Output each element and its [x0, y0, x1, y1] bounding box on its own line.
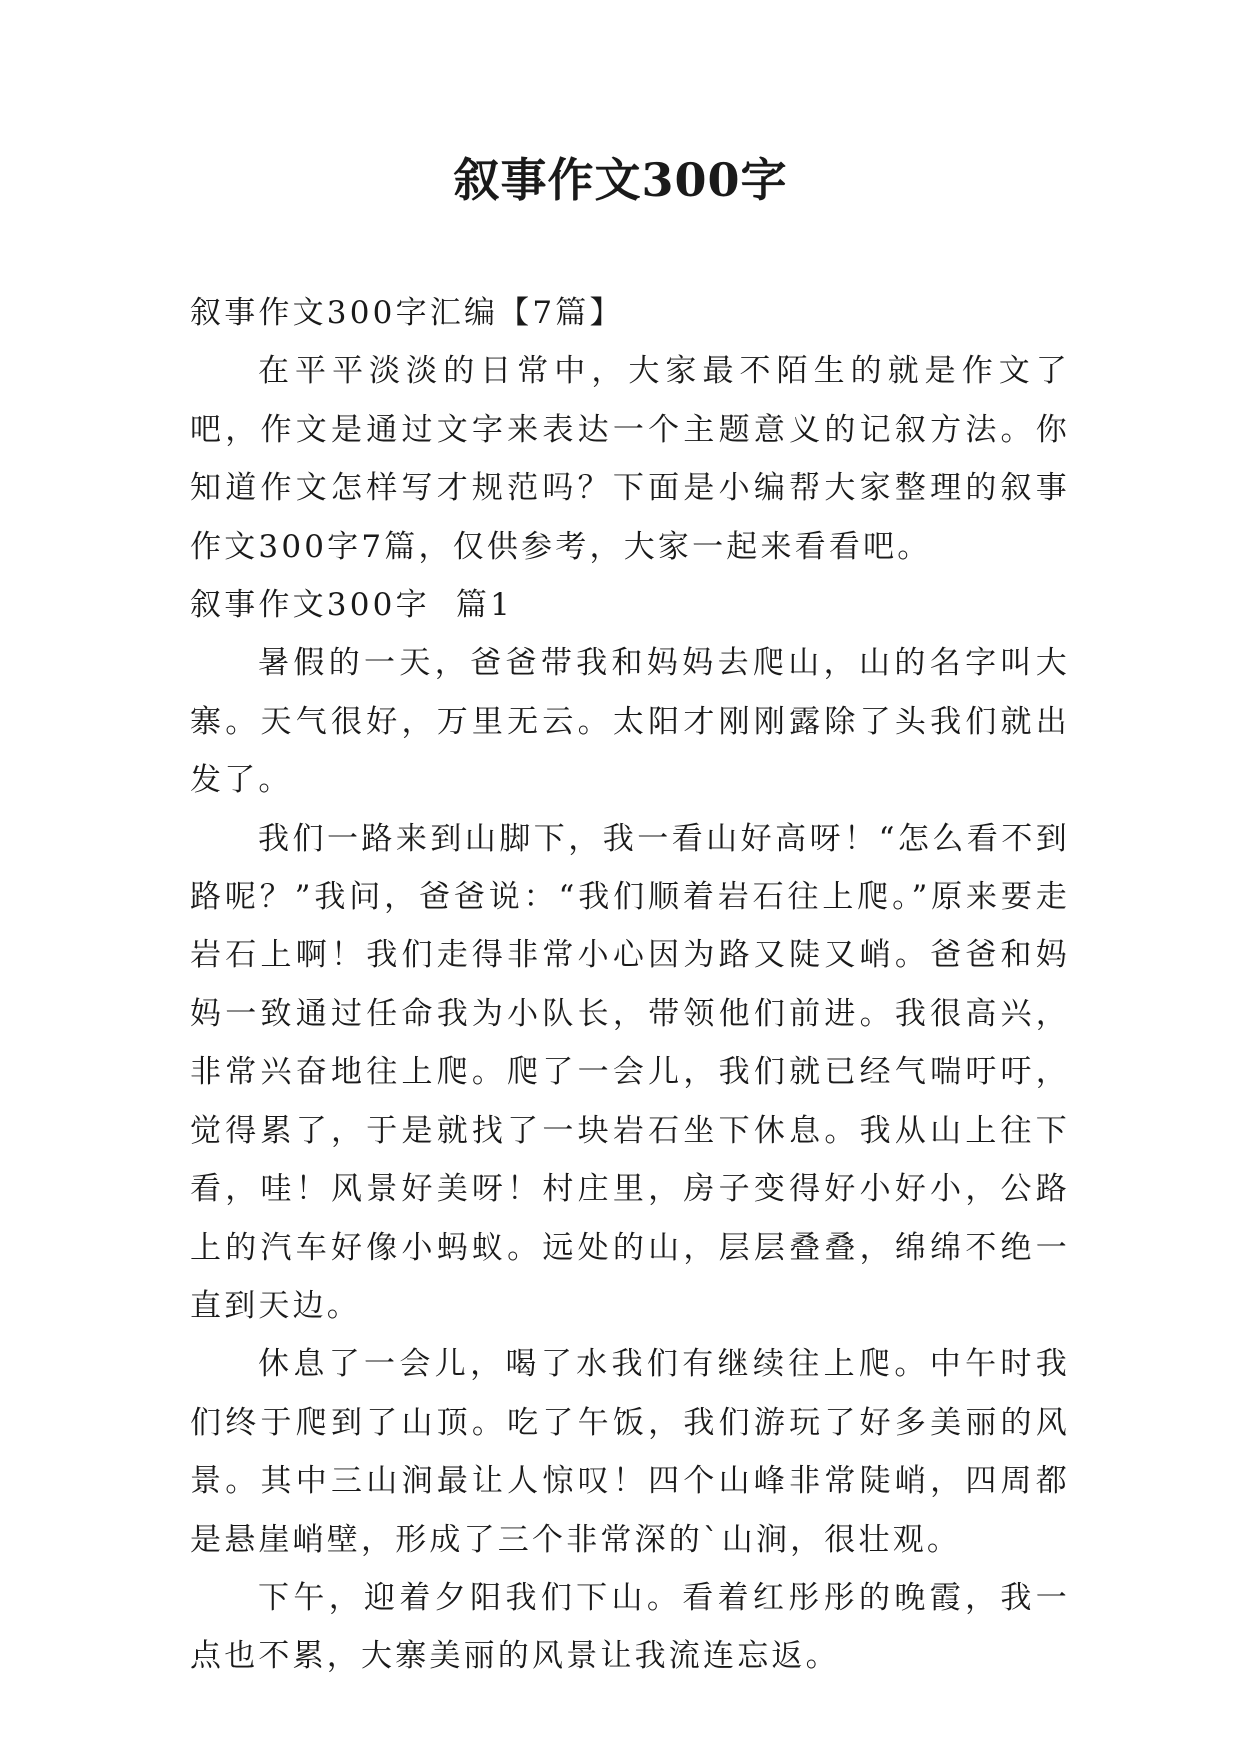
section-heading: 叙事作文300字 篇1: [190, 587, 513, 624]
document-title: 叙事作文300字: [453, 153, 788, 207]
body-paragraph-4: 下午，迎着夕阳我们下山。看着红彤彤的晚霞，我一点也不累，大寨美丽的风景让我流连忘返。: [190, 1579, 1070, 1675]
body-paragraph-2: 我们一路来到山脚下，我一看山好高呀！“怎么看不到路呢？”我问，爸爸说：“我们顺着岩石往上爬。”原来要走岩石上啊！我们走得非常小心因为路又陡又峭。爸爸和妈妈一致通过任命我为小队长，带领他们前进。我很高兴，非常兴奋地往上爬。爬了一会儿，我们就已经气喘吁吁，觉得累了，于是就找了一块岩石坐下休息。我从山上往下看，哇！风景好美呀！村庄里，房子变得好小好小，公路上的汽车好像小蚂蚁。远处的山，层层叠叠，绵绵不绝一直到天边。: [190, 820, 1070, 1324]
document-body: [190, 284, 1070, 1686]
document-subtitle: 叙事作文300字汇编【7篇】: [190, 295, 624, 331]
intro-paragraph: 在平平淡淡的日常中，大家最不陌生的就是作文了吧，作文是通过文字来表达一个主题意义的记叙方法。你知道作文怎样写才规范吗？下面是小编帮大家整理的叙事作文300字7篇，仅供参考，大家一起来看看吧。: [190, 353, 1070, 565]
body-paragraph-3: 休息了一会儿，喝了水我们有继续往上爬。中午时我们终于爬到了山顶。吃了午饭，我们游玩了好多美丽的风景。其中三山涧最让人惊叹！四个山峰非常陡峭，四周都是悬崖峭壁，形成了三个非常深的`山涧，很壮观。: [190, 1346, 1070, 1558]
body-paragraph-1: 暑假的一天，爸爸带我和妈妈去爬山，山的名字叫大寨。天气很好，万里无云。太阳才刚刚露除了头我们就出发了。: [190, 645, 1070, 799]
